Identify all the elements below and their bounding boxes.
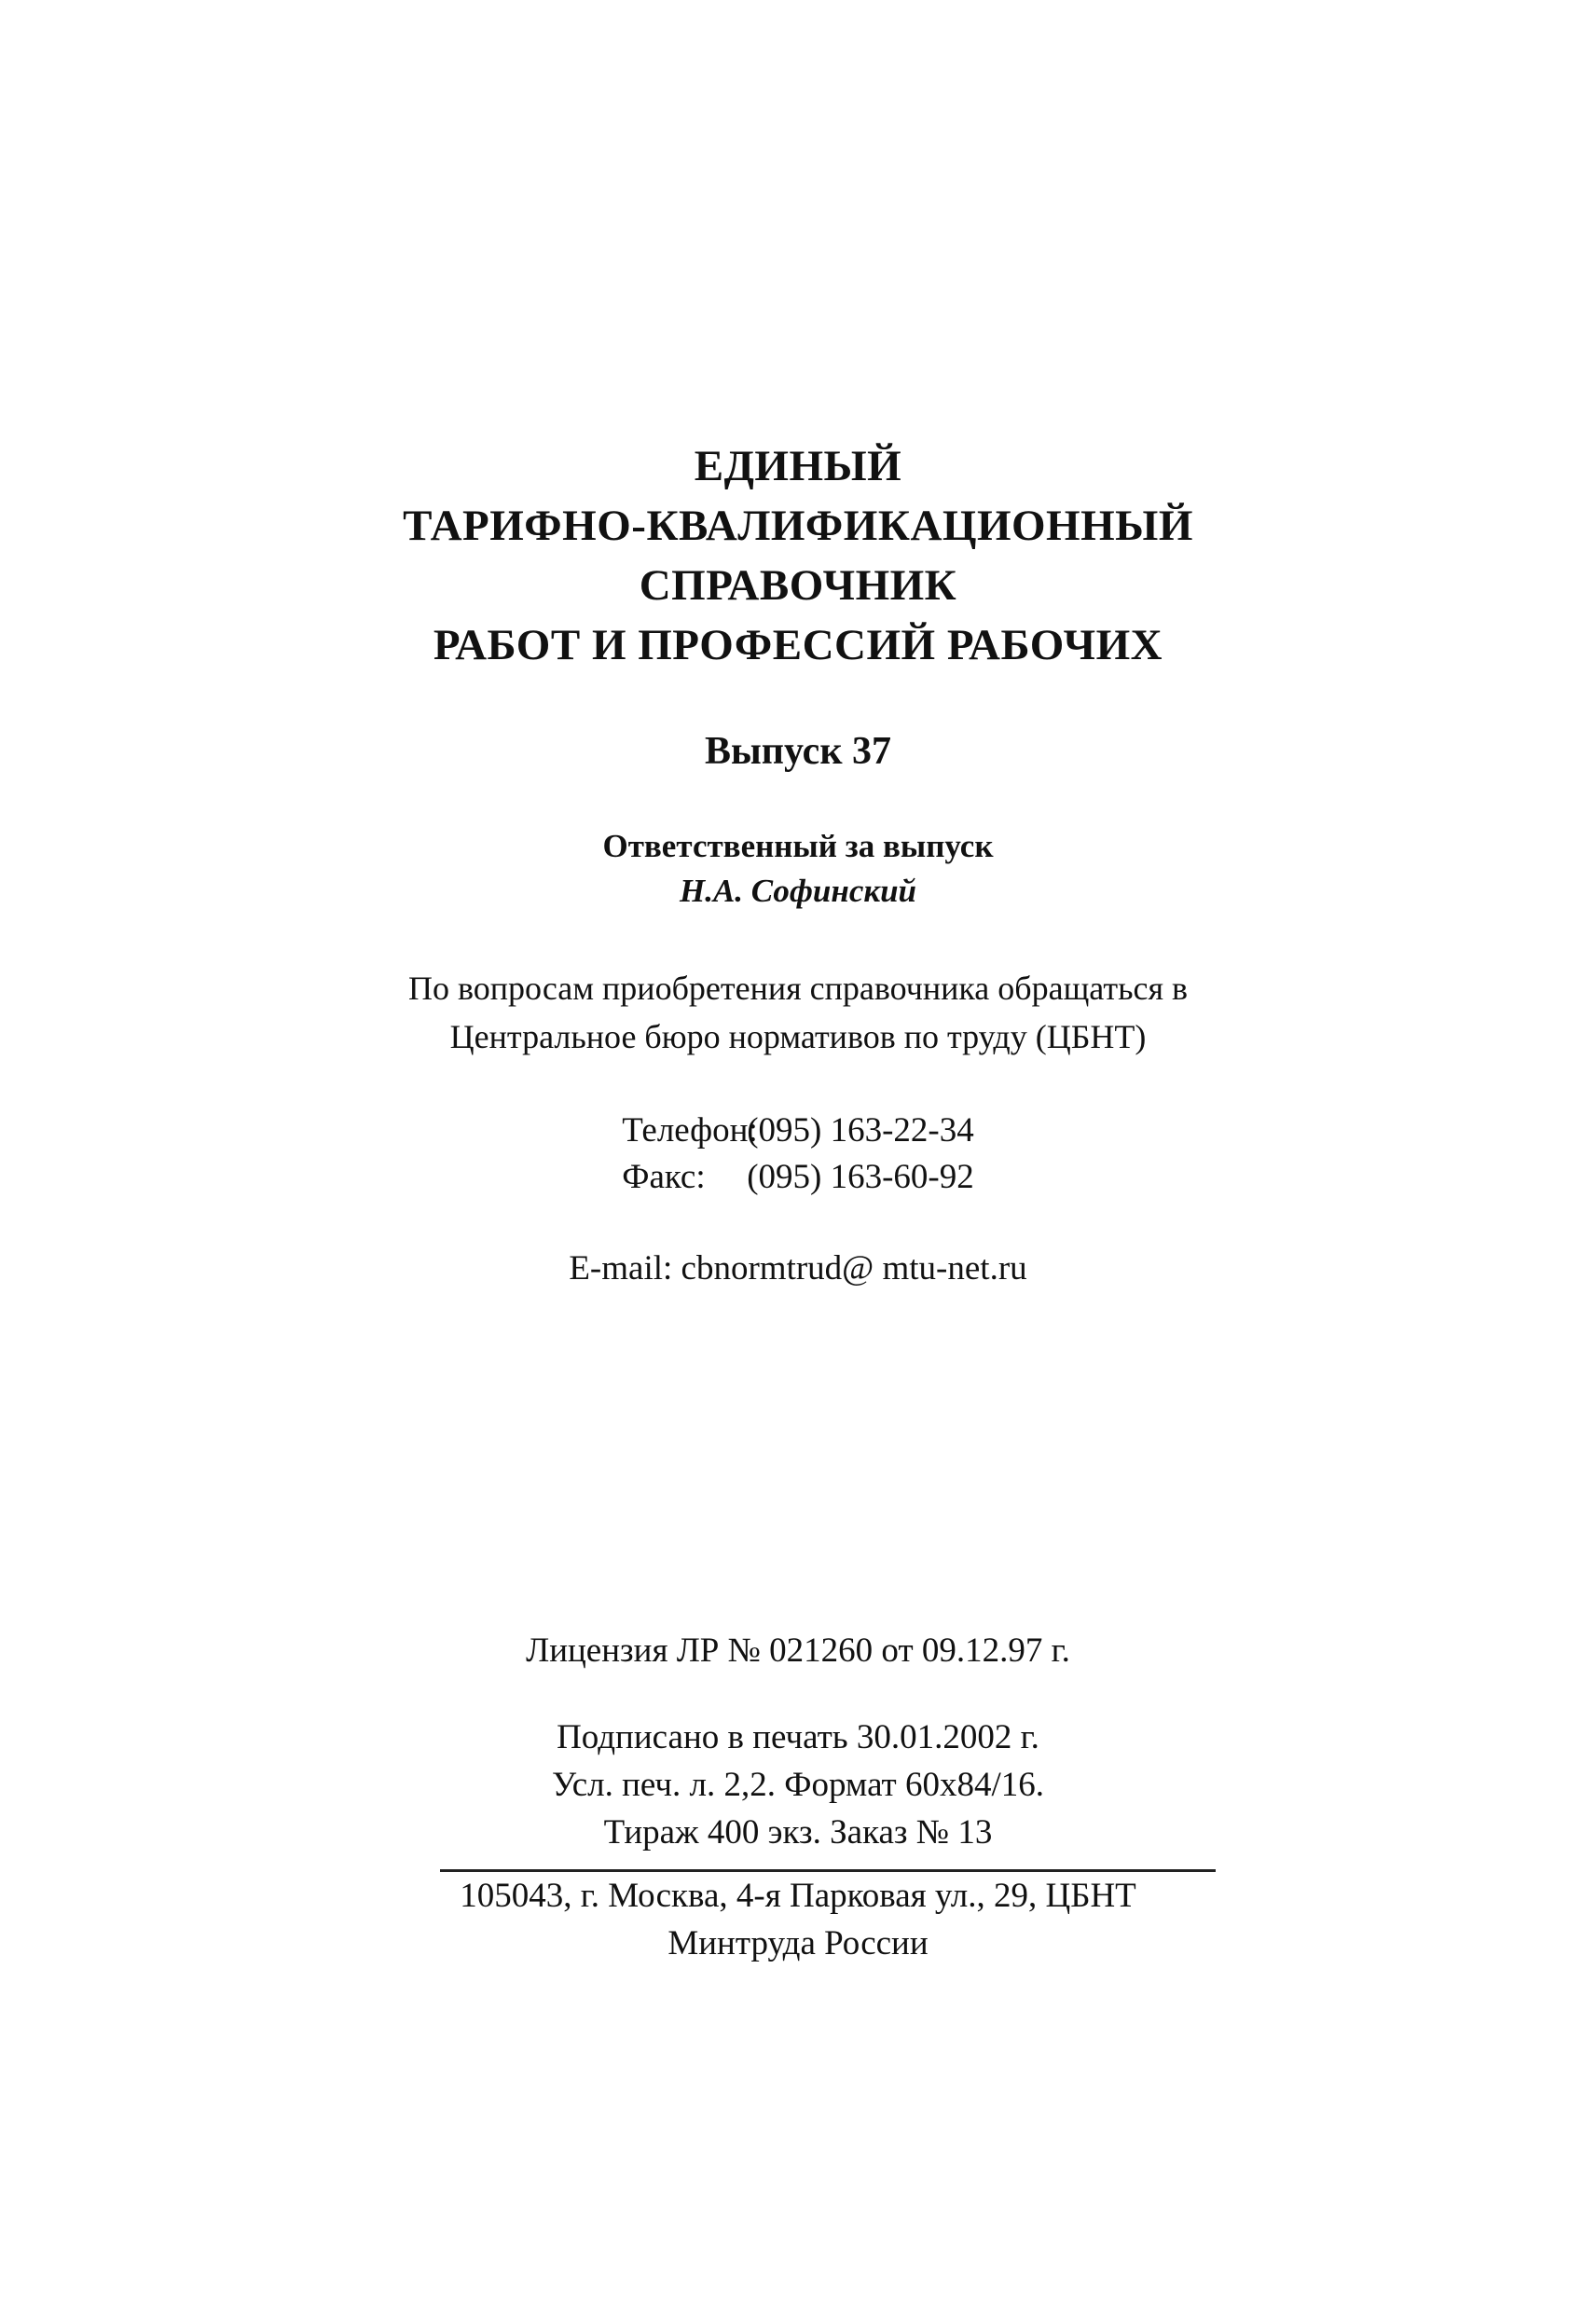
responsible-name: Н.А. Софинский: [679, 873, 917, 909]
address-line-2: Минтруда России: [667, 1924, 929, 1962]
imprint-line-1: Подписано в печать 30.01.2002 г.: [557, 1718, 1039, 1756]
publisher-address: [0, 1872, 1596, 1967]
fax-label: Факс:: [622, 1158, 706, 1196]
title-line-2: ТАРИФНО-КВАЛИФИКАЦИОННЫЙ: [403, 502, 1193, 550]
contact-table: [622, 1108, 974, 1201]
phone-value: (095) 163-22-34: [747, 1111, 974, 1150]
email-line: E-mail: cbnormtrud@ mtu-net.ru: [569, 1249, 1027, 1287]
title-line-3: СПРАВОЧНИК: [639, 561, 957, 610]
inquiry-line-2: Центральное бюро нормативов по труду (ЦБНТ): [449, 1018, 1147, 1055]
license-line: Лицензия ЛР № 021260 от 09.12.97 г.: [526, 1631, 1070, 1670]
document-title: [0, 436, 1596, 675]
responsible-label: Ответственный за выпуск: [602, 828, 994, 864]
responsible-editor: [0, 824, 1596, 914]
purchase-inquiry: [0, 964, 1596, 1061]
imprint-line-2: Усл. печ. л. 2,2. Формат 60х84/16.: [551, 1766, 1044, 1804]
fax-value: (095) 163-60-92: [747, 1158, 974, 1196]
phone-row: [622, 1108, 974, 1154]
title-line-4: РАБОТ И ПРОФЕССИЙ РАБОЧИХ: [433, 621, 1163, 669]
fax-row: [622, 1154, 974, 1201]
issue-number: Выпуск 37: [704, 730, 892, 773]
imprint-line-3: Тираж 400 экз. Заказ № 13: [603, 1813, 993, 1852]
address-line-1: 105043, г. Москва, 4-я Парковая ул., 29, ЦБНТ: [460, 1877, 1136, 1915]
phone-label: Телефон:: [622, 1111, 758, 1150]
inquiry-line-1: По вопросам приобретения справочника обращаться в: [407, 970, 1189, 1007]
contact-info: [0, 1108, 1596, 1201]
title-line-1: ЕДИНЫЙ: [694, 442, 902, 490]
imprint-info: [0, 1714, 1596, 1856]
